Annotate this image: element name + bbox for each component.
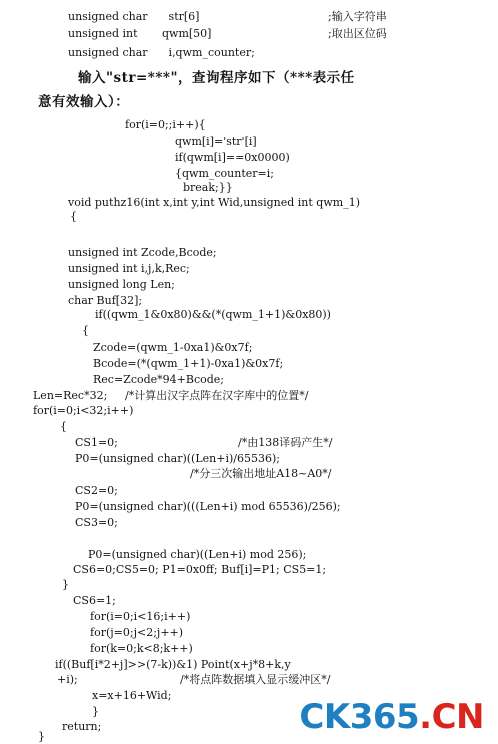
code-comment: /*将点阵数据填入显示缓冲区*/ [180,673,331,686]
code-line: for(i=0;i<16;i++) [90,610,191,623]
code-line: if(qwm[i]==0x0000) [175,151,290,164]
code-line: for(i=0;;i++){ [125,118,206,131]
code-comment: /*由138译码产生*/ [238,436,333,449]
code-line: for(k=0;k<8;k++) [90,642,193,655]
code-line: if((Buf[i*2+j]>>(7-k))&1) Point(x+j*8+k,y [55,658,291,671]
code-line: CS6=1; [73,594,116,607]
code-text: unsigned int qwm[50] [68,27,212,40]
watermark-domain: .CN [419,697,484,737]
code-line: CS6=0;CS5=0; P1=0x0ff; Buf[i]=P1; CS5=1; [73,563,327,576]
code-line: P0=(unsigned char)((Len+i) mod 256); [88,548,307,561]
code-line: CS1=0; [75,436,118,449]
code-line: if((qwm_1&0x80)&&(*(qwm_1+1)&0x80)) [95,308,331,321]
code-line: { [70,210,77,223]
code-line: } [92,705,99,718]
site-watermark [299,697,484,737]
code-line: char Buf[32]; [68,294,143,307]
code-line: } [62,578,69,591]
code-line: Bcode=(*(qwm_1+1)-0xa1)&0x7f; [93,357,284,370]
code-line: unsigned long Len; [68,278,175,291]
code-comment: ;输入字符串 [328,10,387,23]
code-line: P0=(unsigned char)(((Len+i) mod 65536)/256); [75,500,341,513]
code-line: CS2=0; [75,484,118,497]
code-line: Len=Rec*32; [33,389,108,402]
code-line [68,27,211,41]
code-line: unsigned int Zcode,Bcode; [68,246,217,259]
code-line: Zcode=(qwm_1-0xa1)&0x7f; [93,341,253,354]
code-line: +i); [57,673,78,686]
code-line: for(j=0;j<2;j++) [90,626,184,639]
code-line [68,46,255,60]
code-line: return; [62,720,102,733]
code-line: } [38,730,45,743]
prose-line: 输入"str=***"，查询程序如下（***表示任 [78,70,355,86]
code-line: Rec=Zcode*94+Bcode; [93,373,224,386]
code-text: unsigned char str[6] [68,10,200,23]
code-text: unsigned char i,qwm_counter; [68,46,255,59]
code-line: { [60,420,67,433]
code-line: {qwm_counter=i; [175,167,274,180]
code-line: for(i=0;i<32;i++) [33,404,134,417]
code-line: x=x+16+Wid; [92,689,172,702]
code-comment: /*计算出汉字点阵在汉字库中的位置*/ [125,389,309,402]
code-line: void puthz16(int x,int y,int Wid,unsigned int qwm_1) [68,196,360,209]
code-line [68,10,199,24]
code-line: CS3=0; [75,516,118,529]
code-line: qwm[i]='str'[i] [175,135,257,148]
code-comment: ;取出区位码 [328,27,387,40]
prose-line: 意有效输入）： [38,94,130,110]
watermark-brand: CK365 [299,697,420,737]
code-line: unsigned int i,j,k,Rec; [68,262,190,275]
code-line: { [82,324,89,337]
code-comment: /*分三次输出地址A18~A0*/ [190,467,332,480]
code-line: break;}} [183,181,233,194]
code-line: P0=(unsigned char)((Len+i)/65536); [75,452,280,465]
